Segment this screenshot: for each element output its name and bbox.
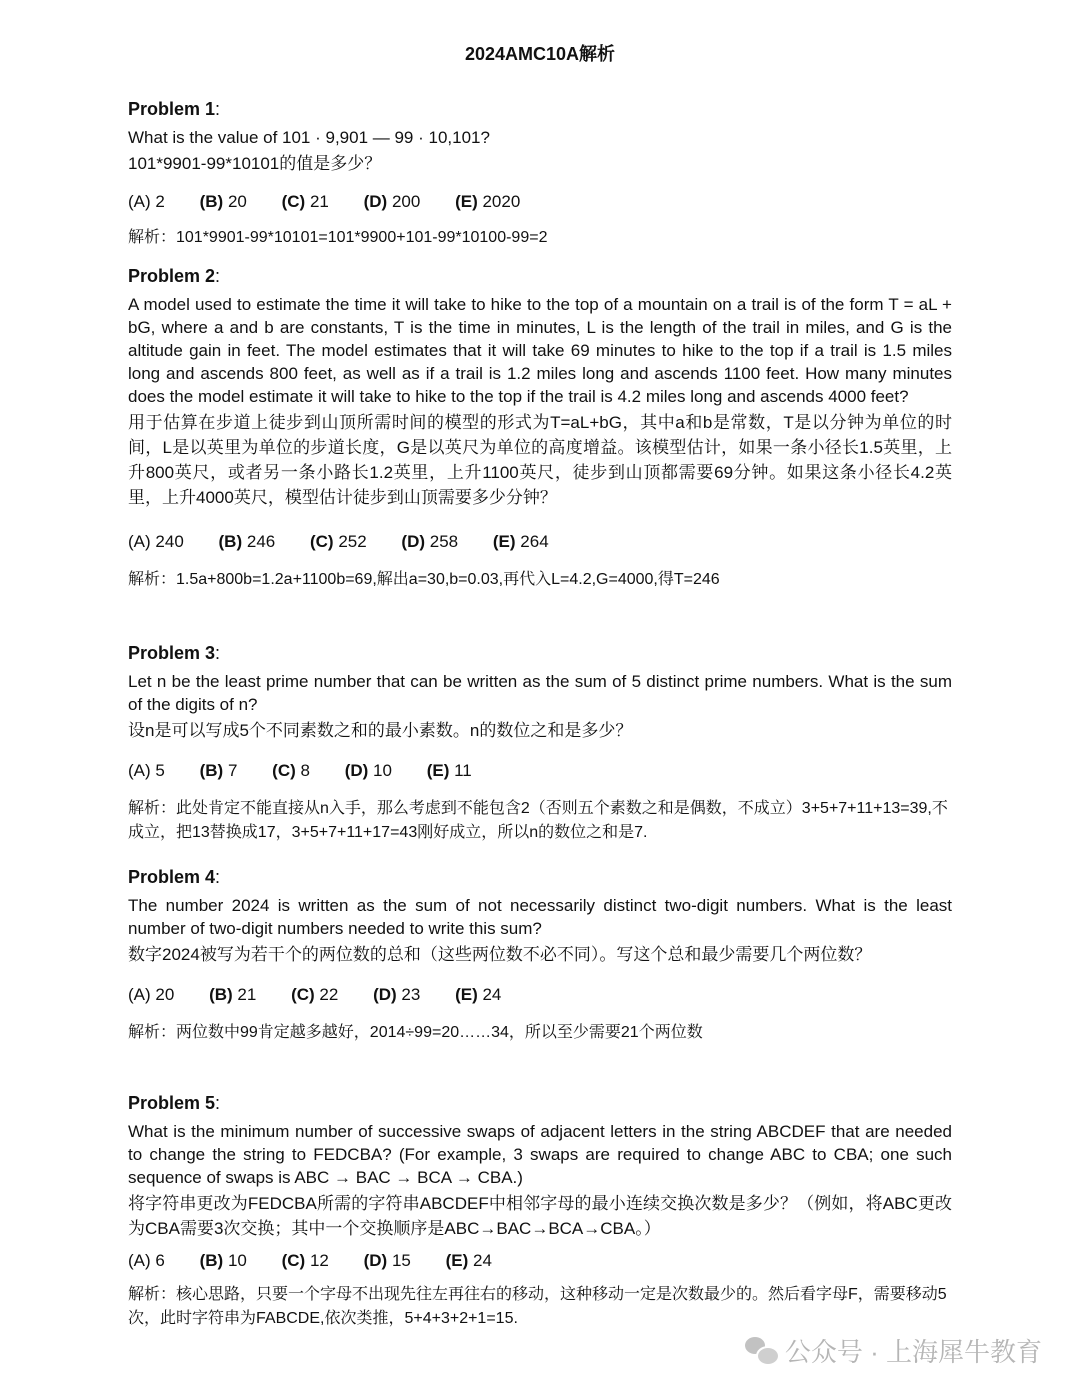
choice-a: (A) 5 [128,761,165,780]
problem-heading: Problem 2 [128,266,216,286]
problem-heading: Problem 1 [128,99,216,119]
answer-choices [128,1249,952,1273]
document-title: 2024AMC10A解析 [464,44,616,64]
problem-5 [128,1092,952,1331]
problem-2 [128,265,952,592]
choice-b: (B) 7 [199,761,238,780]
heading-colon: : [215,643,221,663]
choice-d: (D) 23 [373,985,421,1004]
choice-e: (E) 24 [455,985,502,1004]
analysis-text: 解析：101*9901-99*10101=101*9900+101-99*10100-99=2 [128,229,548,246]
heading-colon: : [215,867,221,887]
choice-c: (C) 8 [272,761,310,780]
problem-heading: Problem 4 [128,867,216,887]
choice-a: (A) 240 [128,532,184,551]
choice-e: (E) 2020 [455,192,521,211]
answer-choices [128,190,952,214]
watermark [745,1330,1042,1370]
heading-colon: : [215,266,221,286]
choice-e: (E) 264 [492,532,549,551]
analysis-text: 解析：两位数中99肯定越多越好，2014÷99=20……34，所以至少需要21个两位数 [128,1024,703,1041]
problem-heading: Problem 5 [128,1093,216,1113]
problem-chinese-text: 将字符串更改为FEDCBA所需的字符串ABCDEF中相邻字母的最小连续交换次数是多少？（例如，将ABC更改为CBA需要3次交换；其中一个交换顺序是ABC→BAC→BCA→CBA。） [128,1194,952,1238]
answer-choices [128,983,952,1007]
problem-english-text: What is the value of 101 · 9,901 — 99 · 10,101? [128,128,490,147]
heading-colon: : [215,99,221,119]
choice-c: (C) 12 [281,1251,329,1270]
choice-c: (C) 21 [281,192,329,211]
problem-english-text: Let n be the least prime number that can be written as the sum of 5 distinct prime numbers. What is the sum of the digits of n? [128,672,952,714]
choice-d: (D) 200 [363,192,421,211]
problem-chinese-text: 数字2024被写为若干个的两位数的总和（这些两位数不必不同）。写这个总和最少需要几个两位数？ [128,945,872,964]
problem-english-text: What is the minimum number of successive swaps of adjacent letters in the string ABCDEF that are needed to change the string to FEDCBA? (For example, 3 swaps are required to change ABC to CBA; one such sequence of swaps is ABC → BAC → BCA → CBA.) [128,1122,952,1187]
choice-a: (A) 6 [128,1251,165,1270]
choice-a: (A) 2 [128,192,165,211]
choice-c: (C) 252 [309,532,367,551]
choice-e: (E) 24 [445,1251,492,1270]
choice-b: (B) 21 [209,985,257,1004]
choice-d: (D) 15 [363,1251,411,1270]
problem-4 [128,866,952,1045]
problem-english-text: The number 2024 is written as the sum of not necessarily distinct two-digit numbers. What is the least number of two-digit numbers needed to write this sum? [128,896,952,938]
problem-3 [128,642,952,845]
analysis-text: 解析：1.5a+800b=1.2a+1100b=69,解出a=30,b=0.03,再代入L=4.2,G=4000,得T=246 [128,571,720,588]
analysis-text: 解析：核心思路，只要一个字母不出现先往左再往右的移动，这种移动一定是次数最少的。然后看字母F，需要移动5次，此时字符串为FABCDE,依次类推，5+4+3+2+1=15. [128,1286,947,1327]
heading-colon: : [215,1093,221,1113]
watermark-text: 公众号 · 上海犀牛教育 [784,1336,1042,1367]
answer-choices [128,530,952,554]
problem-chinese-text: 101*9901-99*10101的值是多少？ [128,154,382,173]
problem-chinese-text: 用于估算在步道上徒步到山顶所需时间的模型的形式为T=aL+bG，其中a和b是常数，T是以分钟为单位的时间，L是以英里为单位的步道长度，G是以英尺为单位的高度增益。该模型估计，如果一条小径长1.5英里，上升800英尺，或者另一条小路长1.2英里，上升1100英尺，徒步到山顶都需要69分钟。如果这条小径长4.2英里，上升4000英尺，模型估计徒步到山顶需要多少分钟？ [128,413,952,507]
wechat-icon [745,1335,777,1365]
problem-heading: Problem 3 [128,643,216,663]
choice-a: (A) 20 [128,985,175,1004]
problem-english-text: A model used to estimate the time it will take to hike to the top of a mountain on a trail is of the form T = aL + bG, where a and b are constants, T is the time in minutes, L is the length of the trail in miles, and G is the altitude gain in feet. The model estimates that it will take 69 minutes to hike to the top if a trail is 1.5 miles long and ascends 800 feet, as well as if a trail is 1.2 miles long and ascends 1100 feet. How many minutes does the model estimate it will take to hike to the top if the trail is 4.2 miles long and ascends 4000 feet? [128,295,952,406]
problem-1 [128,98,952,250]
problem-chinese-text: 设n是可以写成5个不同素数之和的最小素数。n的数位之和是多少？ [128,721,633,740]
choice-b: (B) 10 [199,1251,247,1270]
choice-b: (B) 20 [199,192,247,211]
choice-e: (E) 11 [426,761,472,780]
choice-c: (C) 22 [291,985,339,1004]
analysis-text: 解析：此处肯定不能直接从n入手，那么考虑到不能包含2（否则五个素数之和是偶数，不成立）3+5+7+11+13=39,不成立，把13替换成17，3+5+7+11+17=43刚好成立，所以n的数位之和是7. [128,800,948,841]
choice-d: (D) 258 [401,532,459,551]
choice-b: (B) 246 [218,532,276,551]
answer-choices [128,759,952,783]
choice-d: (D) 10 [344,761,392,780]
